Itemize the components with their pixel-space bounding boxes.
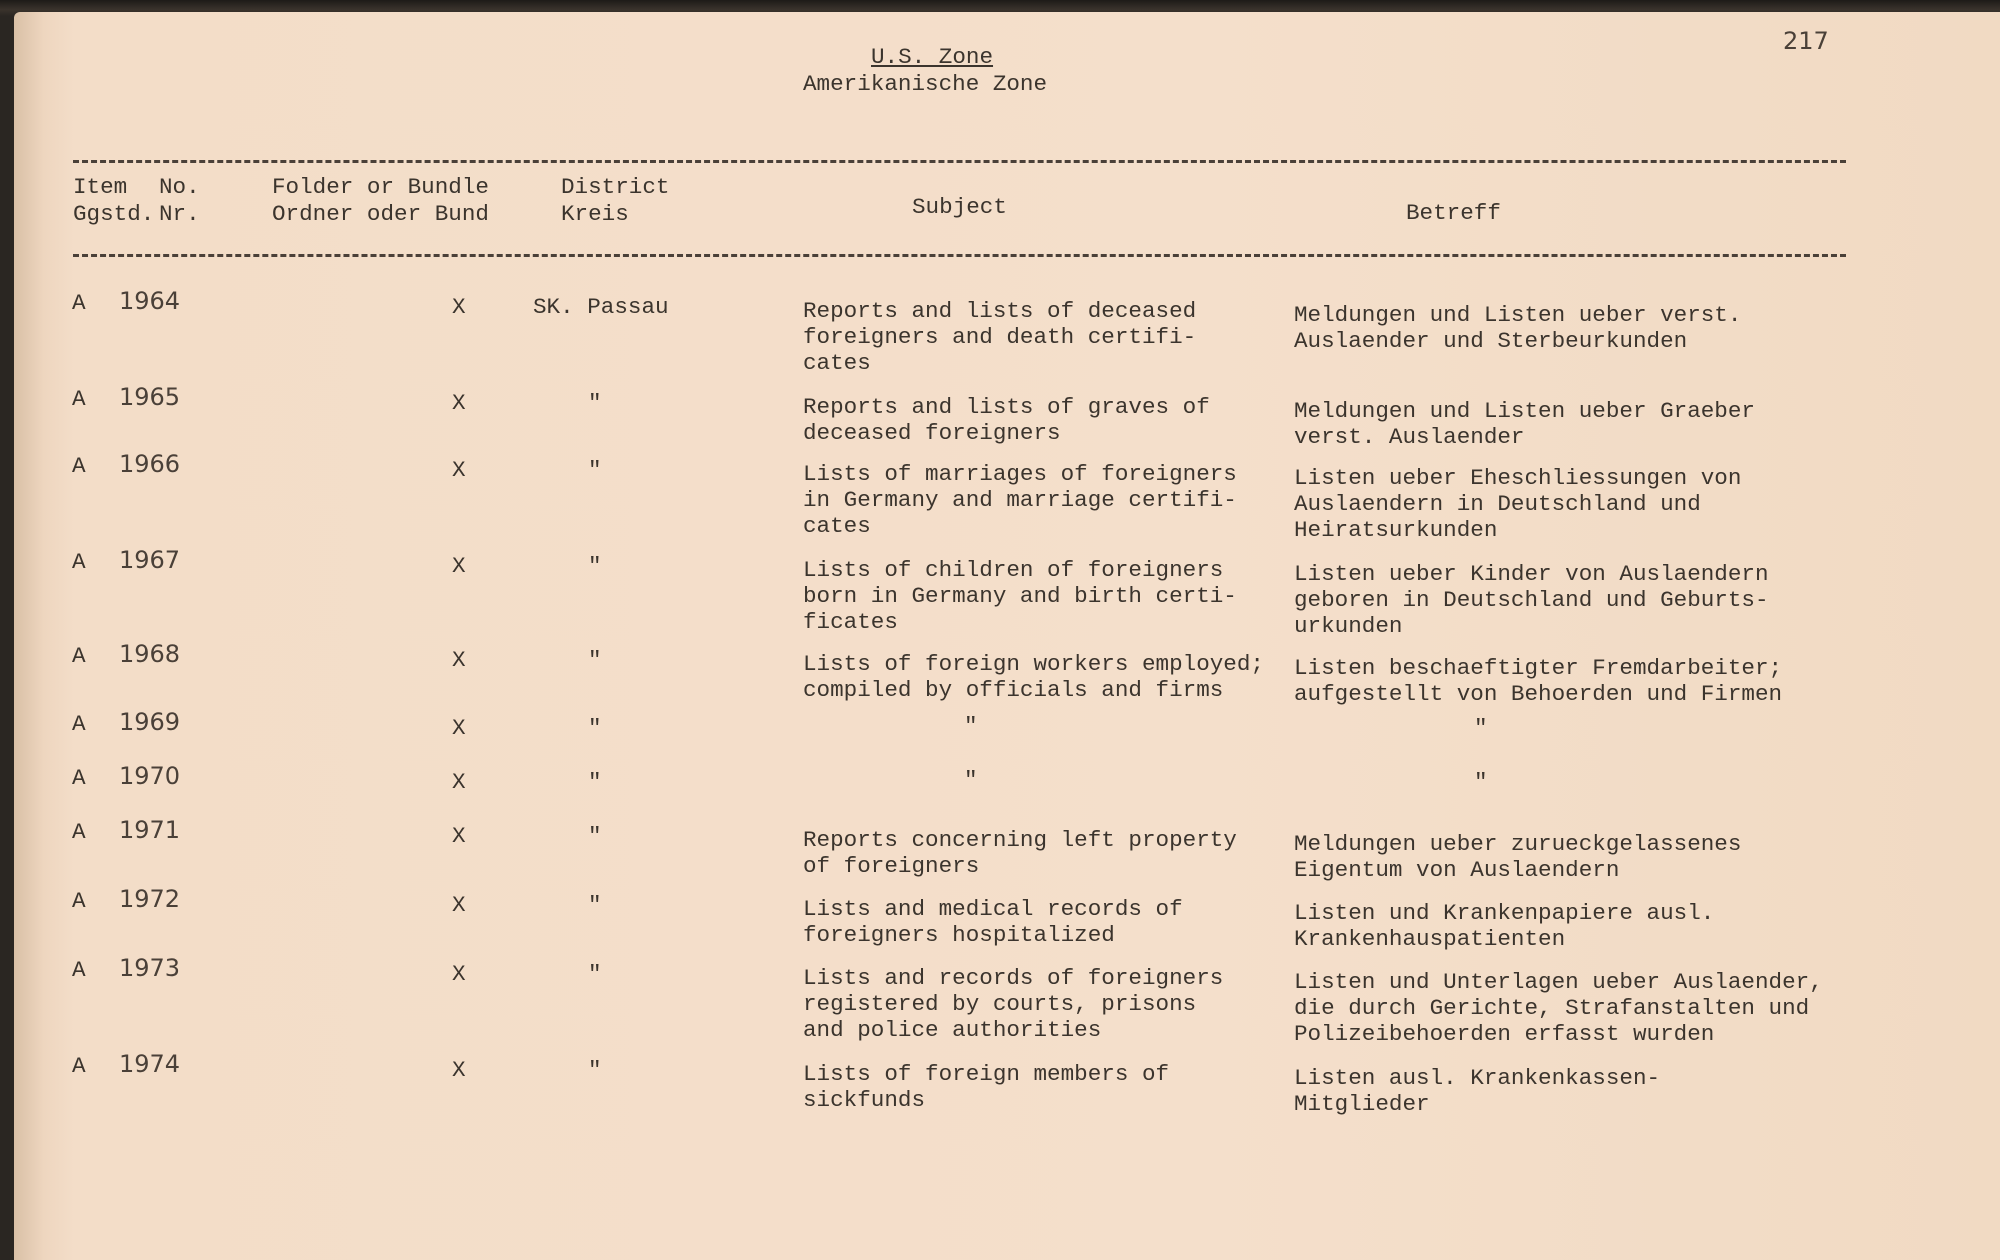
betreff-line: Mitglieder [1294, 1091, 1430, 1117]
folder-mark: X [452, 961, 466, 987]
item-letter: A [72, 1053, 86, 1079]
subject-ditto: " [964, 767, 978, 793]
item-letter: A [72, 819, 86, 845]
betreff-line: Krankenhauspatienten [1294, 926, 1566, 952]
betreff-line: Eigentum von Auslaendern [1294, 857, 1620, 883]
betreff-ditto: " [1474, 769, 1488, 795]
betreff-line: Heiratsurkunden [1294, 517, 1498, 543]
betreff-line: Listen ausl. Krankenkassen- [1294, 1065, 1661, 1091]
betreff-line: Listen und Unterlagen ueber Auslaender, [1294, 969, 1823, 995]
district: " [588, 1057, 602, 1083]
district: SK. Passau [533, 294, 669, 320]
header-item-de: Ggstd. [73, 201, 155, 227]
betreff-line: verst. Auslaender [1294, 424, 1525, 450]
header-betreff: Betreff [1406, 200, 1501, 226]
subject-line: Reports concerning left property [803, 827, 1237, 853]
subject-line: Lists of foreign workers employed; [803, 651, 1264, 677]
folder-mark: X [452, 390, 466, 416]
betreff-ditto: " [1474, 715, 1488, 741]
item-letter: A [72, 453, 86, 479]
subject-ditto: " [964, 713, 978, 739]
betreff-line: Listen ueber Kinder von Auslaendern [1294, 561, 1769, 587]
header-district-de: Kreis [561, 201, 629, 227]
subject-line: Reports and lists of deceased [803, 298, 1197, 324]
item-number: 1972 [119, 885, 181, 913]
header-no-de: Nr. [159, 201, 200, 227]
betreff-line: Listen ueber Eheschliessungen von [1294, 465, 1742, 491]
header-divider-bottom [73, 254, 1846, 257]
subject-line: ficates [803, 609, 898, 635]
item-letter: A [72, 765, 86, 791]
subject-line: cates [803, 513, 871, 539]
betreff-line: Auslaender und Sterbeurkunden [1294, 328, 1688, 354]
page-number: 217 [1783, 27, 1829, 55]
district: " [588, 892, 602, 918]
subject-line: in Germany and marriage certifi- [803, 487, 1237, 513]
subject-line: Lists of foreign members of [803, 1061, 1170, 1087]
district: " [588, 715, 602, 741]
district: " [588, 961, 602, 987]
item-number: 1971 [119, 816, 181, 844]
betreff-line: Listen beschaeftigter Fremdarbeiter; [1294, 655, 1783, 681]
item-letter: A [72, 957, 86, 983]
betreff-line: Meldungen und Listen ueber verst. [1294, 302, 1742, 328]
item-letter: A [72, 711, 86, 737]
betreff-line: Meldungen und Listen ueber Graeber [1294, 398, 1755, 424]
item-number: 1969 [119, 708, 181, 736]
subject-line: born in Germany and birth certi- [803, 583, 1237, 609]
item-letter: A [72, 549, 86, 575]
district: " [588, 647, 602, 673]
item-number: 1968 [119, 640, 181, 668]
folder-mark: X [452, 647, 466, 673]
subject-line: Lists of children of foreigners [803, 557, 1224, 583]
document-subtitle: Amerikanische Zone [803, 71, 1048, 97]
header-subject: Subject [912, 194, 1007, 220]
item-letter: A [72, 643, 86, 669]
header-item: Item [73, 174, 128, 200]
item-number: 1966 [119, 450, 181, 478]
subject-line: registered by courts, prisons [803, 991, 1197, 1017]
subject-line: and police authorities [803, 1017, 1102, 1043]
district: " [588, 769, 602, 795]
item-number: 1974 [119, 1050, 181, 1078]
subject-line: Lists and records of foreigners [803, 965, 1224, 991]
subject-line: sickfunds [803, 1087, 926, 1113]
folder-mark: X [452, 1057, 466, 1083]
folder-mark: X [452, 823, 466, 849]
subject-line: compiled by officials and firms [803, 677, 1224, 703]
item-letter: A [72, 290, 86, 316]
betreff-line: Polizeibehoerden erfasst wurden [1294, 1021, 1715, 1047]
betreff-line: Auslaendern in Deutschland und [1294, 491, 1701, 517]
subject-line: Reports and lists of graves of [803, 394, 1210, 420]
subject-line: deceased foreigners [803, 420, 1061, 446]
item-number: 1967 [119, 546, 181, 574]
subject-line: Lists and medical records of [803, 896, 1183, 922]
header-divider-top [73, 160, 1846, 163]
header-folder: Folder or Bundle [272, 174, 489, 200]
subject-line: foreigners and death certifi- [803, 324, 1197, 350]
betreff-line: urkunden [1294, 613, 1403, 639]
betreff-line: Listen und Krankenpapiere ausl. [1294, 900, 1715, 926]
subject-line: foreigners hospitalized [803, 922, 1115, 948]
district: " [588, 390, 602, 416]
item-number: 1970 [119, 762, 181, 790]
header-no: No. [159, 174, 200, 200]
item-letter: A [72, 386, 86, 412]
header-district: District [561, 174, 670, 200]
betreff-line: Meldungen ueber zurueckgelassenes [1294, 831, 1742, 857]
district: " [588, 553, 602, 579]
folder-mark: X [452, 457, 466, 483]
folder-mark: X [452, 553, 466, 579]
betreff-line: aufgestellt von Behoerden und Firmen [1294, 681, 1783, 707]
district: " [588, 823, 602, 849]
header-folder-de: Ordner oder Bund [272, 201, 489, 227]
folder-mark: X [452, 715, 466, 741]
document-title: U.S. Zone [871, 44, 994, 70]
folder-mark: X [452, 769, 466, 795]
betreff-line: die durch Gerichte, Strafanstalten und [1294, 995, 1810, 1021]
folder-mark: X [452, 294, 466, 320]
item-number: 1965 [119, 383, 181, 411]
subject-line: Lists of marriages of foreigners [803, 461, 1237, 487]
item-number: 1973 [119, 954, 181, 982]
subject-line: cates [803, 350, 871, 376]
subject-line: of foreigners [803, 853, 980, 879]
item-number: 1964 [119, 287, 181, 315]
folder-mark: X [452, 892, 466, 918]
betreff-line: geboren in Deutschland und Geburts- [1294, 587, 1769, 613]
item-letter: A [72, 888, 86, 914]
district: " [588, 457, 602, 483]
